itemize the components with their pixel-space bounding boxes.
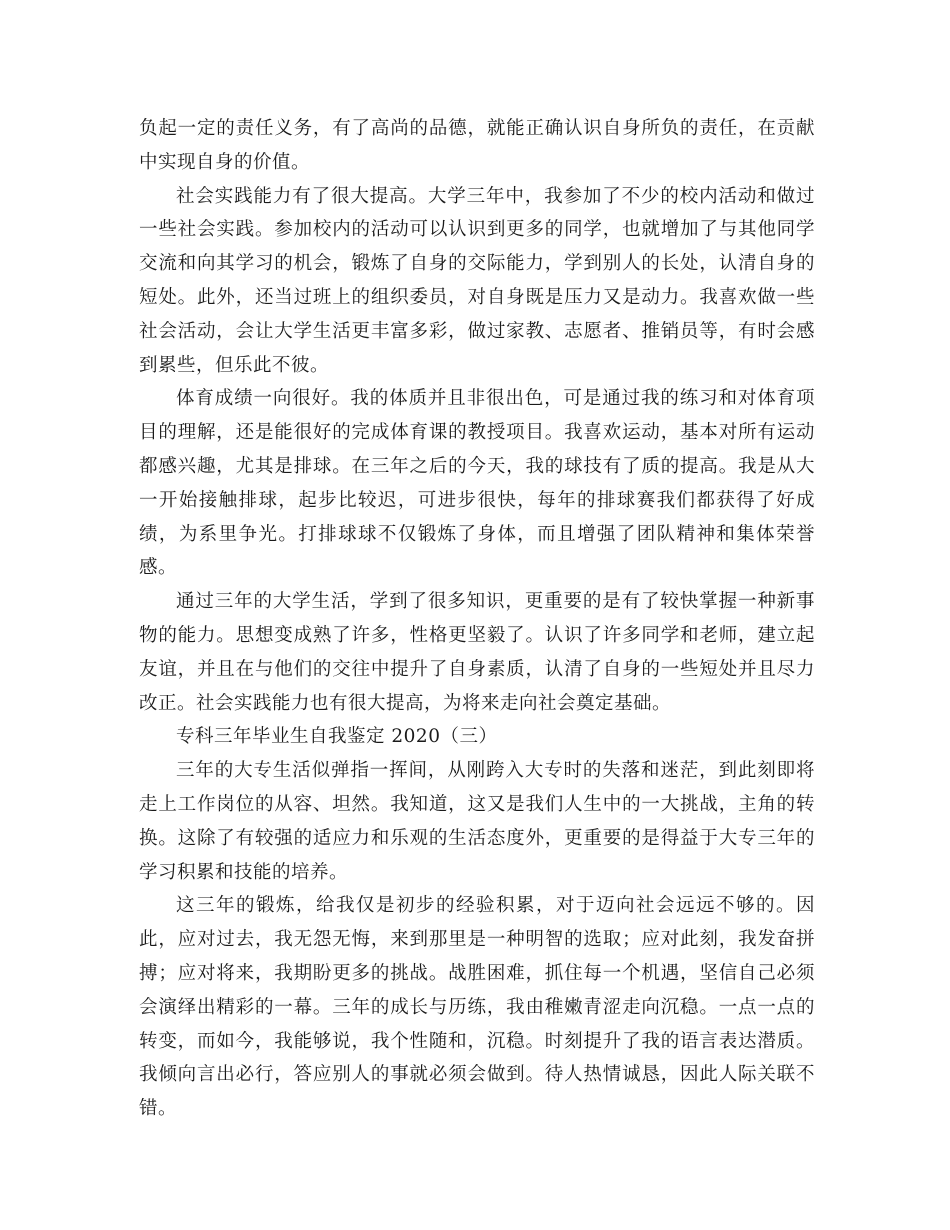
paragraph-5: 三年的大专生活似弹指一挥间，从刚跨入大专时的失落和迷茫，到此刻即将走上工作岗位的从容、坦然。我知道，这又是我们人生中的一大挑战，主角的转换。这除了有较强的适应力和乐观的生活态度外，更重要的是得益于大专三年的学习积累和技能的培养。 bbox=[139, 760, 815, 883]
paragraph-6: 这三年的锻炼，给我仅是初步的经验积累，对于迈向社会远远不够的。因此，应对过去，我无怨无悔，来到那里是一种明智的选取；应对此刻，我发奋拼搏；应对将来，我期盼更多的挑战。战胜困难，抓住每一个机遇，坚信自己必须会演绎出精彩的一幕。三年的成长与历练，我由稚嫩青涩走向沉稳。一点一点的转变，而如今，我能够说，我个性随和，沉稳。时刻提升了我的语言表达潜质。我倾向言出必行，答应别人的事就必须会做到。待人热情诚恳，因此人际关联不错。 bbox=[139, 895, 815, 1120]
document-body bbox=[139, 112, 815, 1126]
paragraph-2: 社会实践能力有了很大提高。大学三年中，我参加了不少的校内活动和做过一些社会实践。参加校内的活动可以认识到更多的同学，也就增加了与其他同学交流和向其学习的机会，锻炼了自身的交际能力，学到别人的长处，认清自身的短处。此外，还当过班上的组织委员，对自身既是压力又是动力。我喜欢做一些社会活动，会让大学生活更丰富多彩，做过家教、志愿者、推销员等，有时会感到累些，但乐此不彼。 bbox=[139, 185, 815, 376]
paragraph-1: 负起一定的责任义务，有了高尚的品德，就能正确认识自身所负的责任，在贡献中实现自身的价值。 bbox=[139, 118, 815, 173]
paragraph-3: 体育成绩一向很好。我的体质并且非很出色，可是通过我的练习和对体育项目的理解，还是能很好的完成体育课的教授项目。我喜欢运动，基本对所有运动都感兴趣，尤其是排球。在三年之后的今天，我的球技有了质的提高。我是从大一开始接触排球，起步比较迟，可进步很快，每年的排球赛我们都获得了好成绩，为系里争光。打排球球不仅锻炼了身体，而且增强了团队精神和集体荣誉感。 bbox=[139, 388, 815, 579]
paragraph-4: 通过三年的大学生活，学到了很多知识，更重要的是有了较快掌握一种新事物的能力。思想变成熟了许多，性格更坚毅了。认识了许多同学和老师，建立起友谊，并且在与他们的交往中提升了自身素质，认清了自身的一些短处并且尽力改正。社会实践能力也有很大提高，为将来走向社会奠定基础。 bbox=[139, 591, 815, 714]
section-heading: 专科三年毕业生自我鉴定 2020（三） bbox=[176, 726, 498, 748]
